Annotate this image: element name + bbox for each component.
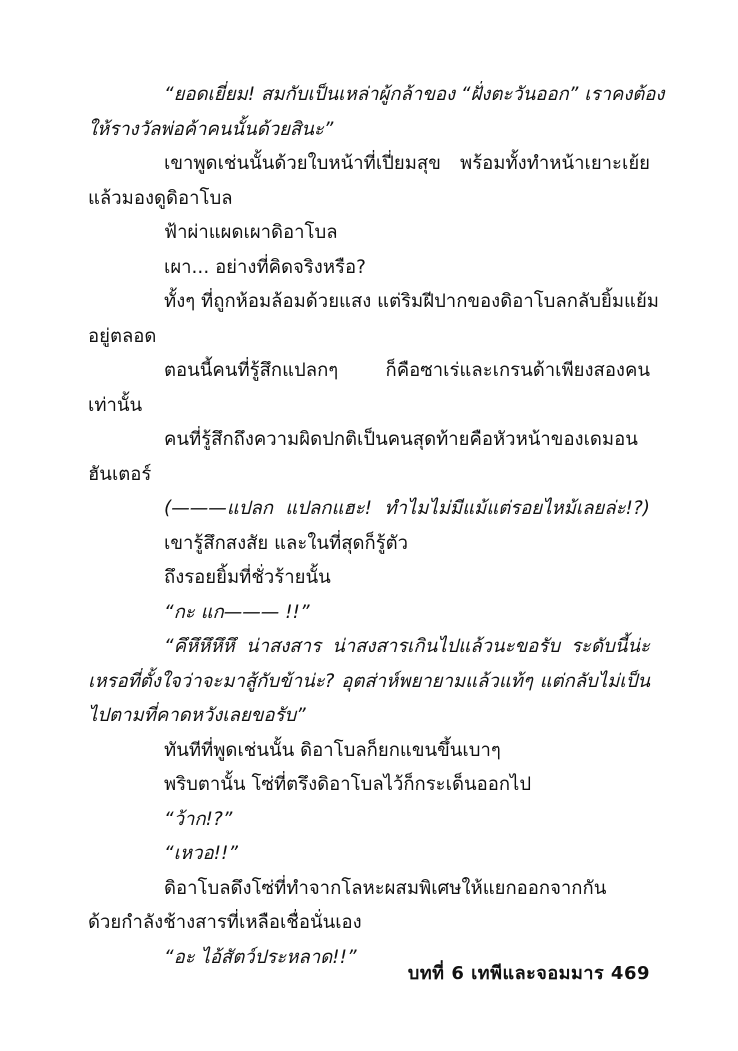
page-footer: บทที่ 6 เทพีและจอมมาร 469 (407, 963, 650, 984)
paragraph-line: ไปตามที่คาดหวังเลยขอรับ” (88, 705, 306, 726)
paragraph-line: “เหวอ!!” (164, 843, 239, 864)
paragraph-line: ตอนนี้คนที่รู้สึกแปลกๆ ก็คือซาเร่และเกรนด้าเพียงสองคน (164, 360, 650, 381)
paragraph-line: “ยอดเยี่ยม! สมกับเป็นเหล่าผู้กล้าของ “ฝั่งตะวันออก” เราคงต้อง (164, 84, 665, 105)
paragraph-line: เผา... อย่างที่คิดจริงหรือ? (164, 256, 366, 278)
paragraph-line: เท่านั้น (88, 394, 143, 416)
paragraph-line: ด้วยกำลังช้างสารที่เหลือเชื่อนั่นเอง (88, 912, 362, 933)
paragraph-line: “กะ แก——— !!” (164, 601, 310, 623)
paragraph-line: “อะ ไอ้สัตว์ประหลาด!!” (164, 946, 357, 968)
paragraph-line: พริบตานั้น โซ่ที่ตรึงดิอาโบลไว้ก็กระเด็นออกไป (164, 774, 532, 795)
paragraph-line: ถึงรอยยิ้มที่ชั่วร้ายนั้น (164, 567, 331, 588)
paragraph-line: คนที่รู้สึกถึงความผิดปกติเป็นคนสุดท้ายคือหัวหน้าของเดมอน (164, 429, 638, 450)
paragraph-line: เหรอที่ตั้งใจว่าจะมาสู้กับข้าน่ะ? อุตส่าห์พยายามแล้วแท้ๆ แต่กลับไม่เป็น (88, 670, 650, 692)
paragraph-line: ฮันเตอร์ (88, 463, 152, 485)
paragraph-line: ทั้งๆ ที่ถูกห้อมล้อมด้วยแสง แต่ริมฝีปากของดิอาโบลกลับยิ้มแย้ม (164, 291, 659, 312)
paragraph-line: อยู่ตลอด (88, 325, 157, 347)
page-text (88, 78, 665, 975)
paragraph-line: เขาพูดเช่นนั้นด้วยใบหน้าที่เปี่ยมสุข พร้อมทั้งทำหน้าเยาะเย้ย (164, 153, 650, 174)
paragraph-line: แล้วมองดูดิอาโบล (88, 187, 233, 209)
paragraph-line: ให้รางวัลพ่อค้าคนนั้นด้วยสินะ” (88, 118, 334, 140)
paragraph-line: (———แปลก แปลกแฮะ! ทำไมไม่มีแม้แต่รอยไหม้เลยล่ะ!?) (164, 498, 650, 519)
paragraph-line: ฟ้าผ่าแผดเผาดิอาโบล (164, 222, 338, 243)
paragraph-line: ดิอาโบลดึงโซ่ที่ทำจากโลหะผสมพิเศษให้แยกออกจากกัน (164, 877, 607, 899)
paragraph-line: เขารู้สึกสงสัย และในที่สุดก็รู้ตัว (164, 532, 409, 554)
paragraph-line: “ว้าก!?” (164, 808, 233, 830)
paragraph-line: “คึหึหึหึหึ น่าสงสาร น่าสงสารเกินไปแล้วนะขอรับ ระดับนี้น่ะ (164, 636, 650, 657)
paragraph-line: ทันทีที่พูดเช่นนั้น ดิอาโบลก็ยกแขนขึ้นเบาๆ (164, 739, 501, 761)
